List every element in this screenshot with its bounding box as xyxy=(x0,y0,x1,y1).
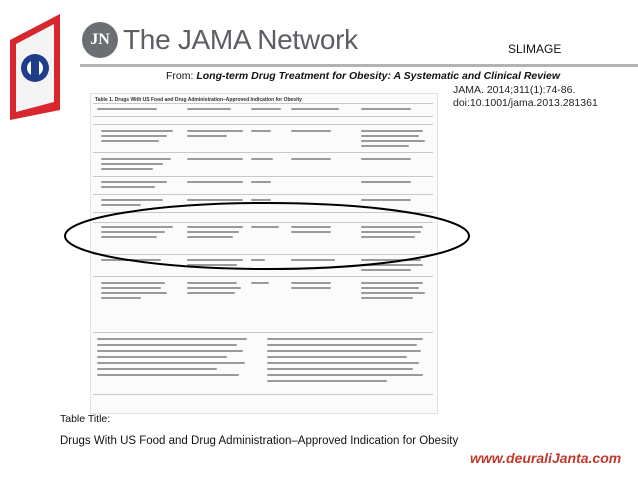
table-text-line xyxy=(101,158,171,160)
table-text-line xyxy=(101,297,141,299)
table-text-line xyxy=(361,135,419,137)
table-text-line xyxy=(361,158,411,160)
table-text-line xyxy=(267,368,413,370)
source-article-title: Long-term Drug Treatment for Obesity: A Systematic and Clinical Review xyxy=(196,70,561,82)
table-rule xyxy=(93,276,433,277)
table-text-line xyxy=(291,108,339,110)
table-text-line xyxy=(187,292,235,294)
table-rule xyxy=(93,103,433,104)
table-text-line xyxy=(97,368,217,370)
table-title-label: Table Title: xyxy=(60,413,111,425)
table-text-line xyxy=(97,362,245,364)
table-text-line xyxy=(291,158,331,160)
table-text-line xyxy=(267,338,423,340)
jama-network-title: The JAMA Network xyxy=(123,24,358,55)
table-text-line xyxy=(267,374,423,376)
from-prefix: From: xyxy=(166,70,197,82)
table-text-line xyxy=(361,130,423,132)
table-text-line xyxy=(251,108,281,110)
source-article-line xyxy=(166,70,560,82)
table-text-line xyxy=(101,287,161,289)
table-text-line xyxy=(291,287,331,289)
table-text-line xyxy=(361,108,411,110)
table-text-line xyxy=(101,292,167,294)
table-text-line xyxy=(291,130,331,132)
table-text-line xyxy=(361,292,425,294)
table-rule xyxy=(93,124,433,125)
highlight-ellipse xyxy=(62,200,472,272)
site-logo-badge xyxy=(6,10,64,122)
table-text-line xyxy=(187,282,237,284)
table-text-line xyxy=(101,130,173,132)
table-text-line xyxy=(187,135,227,137)
citation-doi: doi:10.1001/jama.2013.281361 xyxy=(453,97,598,109)
table-text-line xyxy=(291,282,331,284)
table-text-line xyxy=(101,186,155,188)
table-text-line xyxy=(251,158,273,160)
table-text-line xyxy=(187,181,243,183)
citation-journal: JAMA. 2014;311(1):74-86. xyxy=(453,84,576,96)
slimage-label: SLIMAGE xyxy=(508,42,562,56)
table-text-line xyxy=(361,145,409,147)
table-rule xyxy=(93,194,433,195)
table-image-caption: Table 1. Drugs With US Food and Drug Administration–Approved Indication for Obesity xyxy=(95,97,302,103)
table-text-line xyxy=(101,282,165,284)
table-text-line xyxy=(267,380,387,382)
table-text-line xyxy=(361,140,425,142)
table-text-line xyxy=(187,130,243,132)
table-text-line xyxy=(101,181,167,183)
table-text-line xyxy=(267,344,417,346)
table-text-line xyxy=(97,356,227,358)
table-text-line xyxy=(97,344,237,346)
table-rule xyxy=(93,152,433,153)
table-text-line xyxy=(361,282,423,284)
table-text-line xyxy=(251,130,271,132)
footer-site-logo: www.deuraliJanta.com xyxy=(470,450,622,466)
table-text-line xyxy=(361,181,411,183)
table-text-line xyxy=(97,350,243,352)
header-divider xyxy=(80,64,638,67)
table-rule xyxy=(93,176,433,177)
table-text-line xyxy=(187,108,231,110)
jama-network-logo-icon: JN xyxy=(82,22,118,58)
table-text-line xyxy=(101,135,167,137)
table-rule xyxy=(93,332,433,333)
table-text-line xyxy=(251,282,269,284)
table-text-line xyxy=(101,168,153,170)
table-text-line xyxy=(361,297,413,299)
table-text-line xyxy=(267,362,419,364)
table-text-line xyxy=(97,338,247,340)
table-text-line xyxy=(187,287,241,289)
table-text-line xyxy=(361,287,419,289)
table-text-line xyxy=(101,163,163,165)
table-rule xyxy=(93,116,433,117)
table-text-line xyxy=(267,350,421,352)
table-text-line xyxy=(101,140,159,142)
table-text-line xyxy=(251,181,271,183)
table-text-line xyxy=(267,356,407,358)
table-rule xyxy=(93,394,433,395)
table-text-line xyxy=(97,374,239,376)
table-title: Drugs With US Food and Drug Administration–Approved Indication for Obesity xyxy=(60,435,459,447)
citation-block xyxy=(453,84,598,110)
table-text-line xyxy=(187,158,243,160)
table-text-line xyxy=(97,108,157,110)
